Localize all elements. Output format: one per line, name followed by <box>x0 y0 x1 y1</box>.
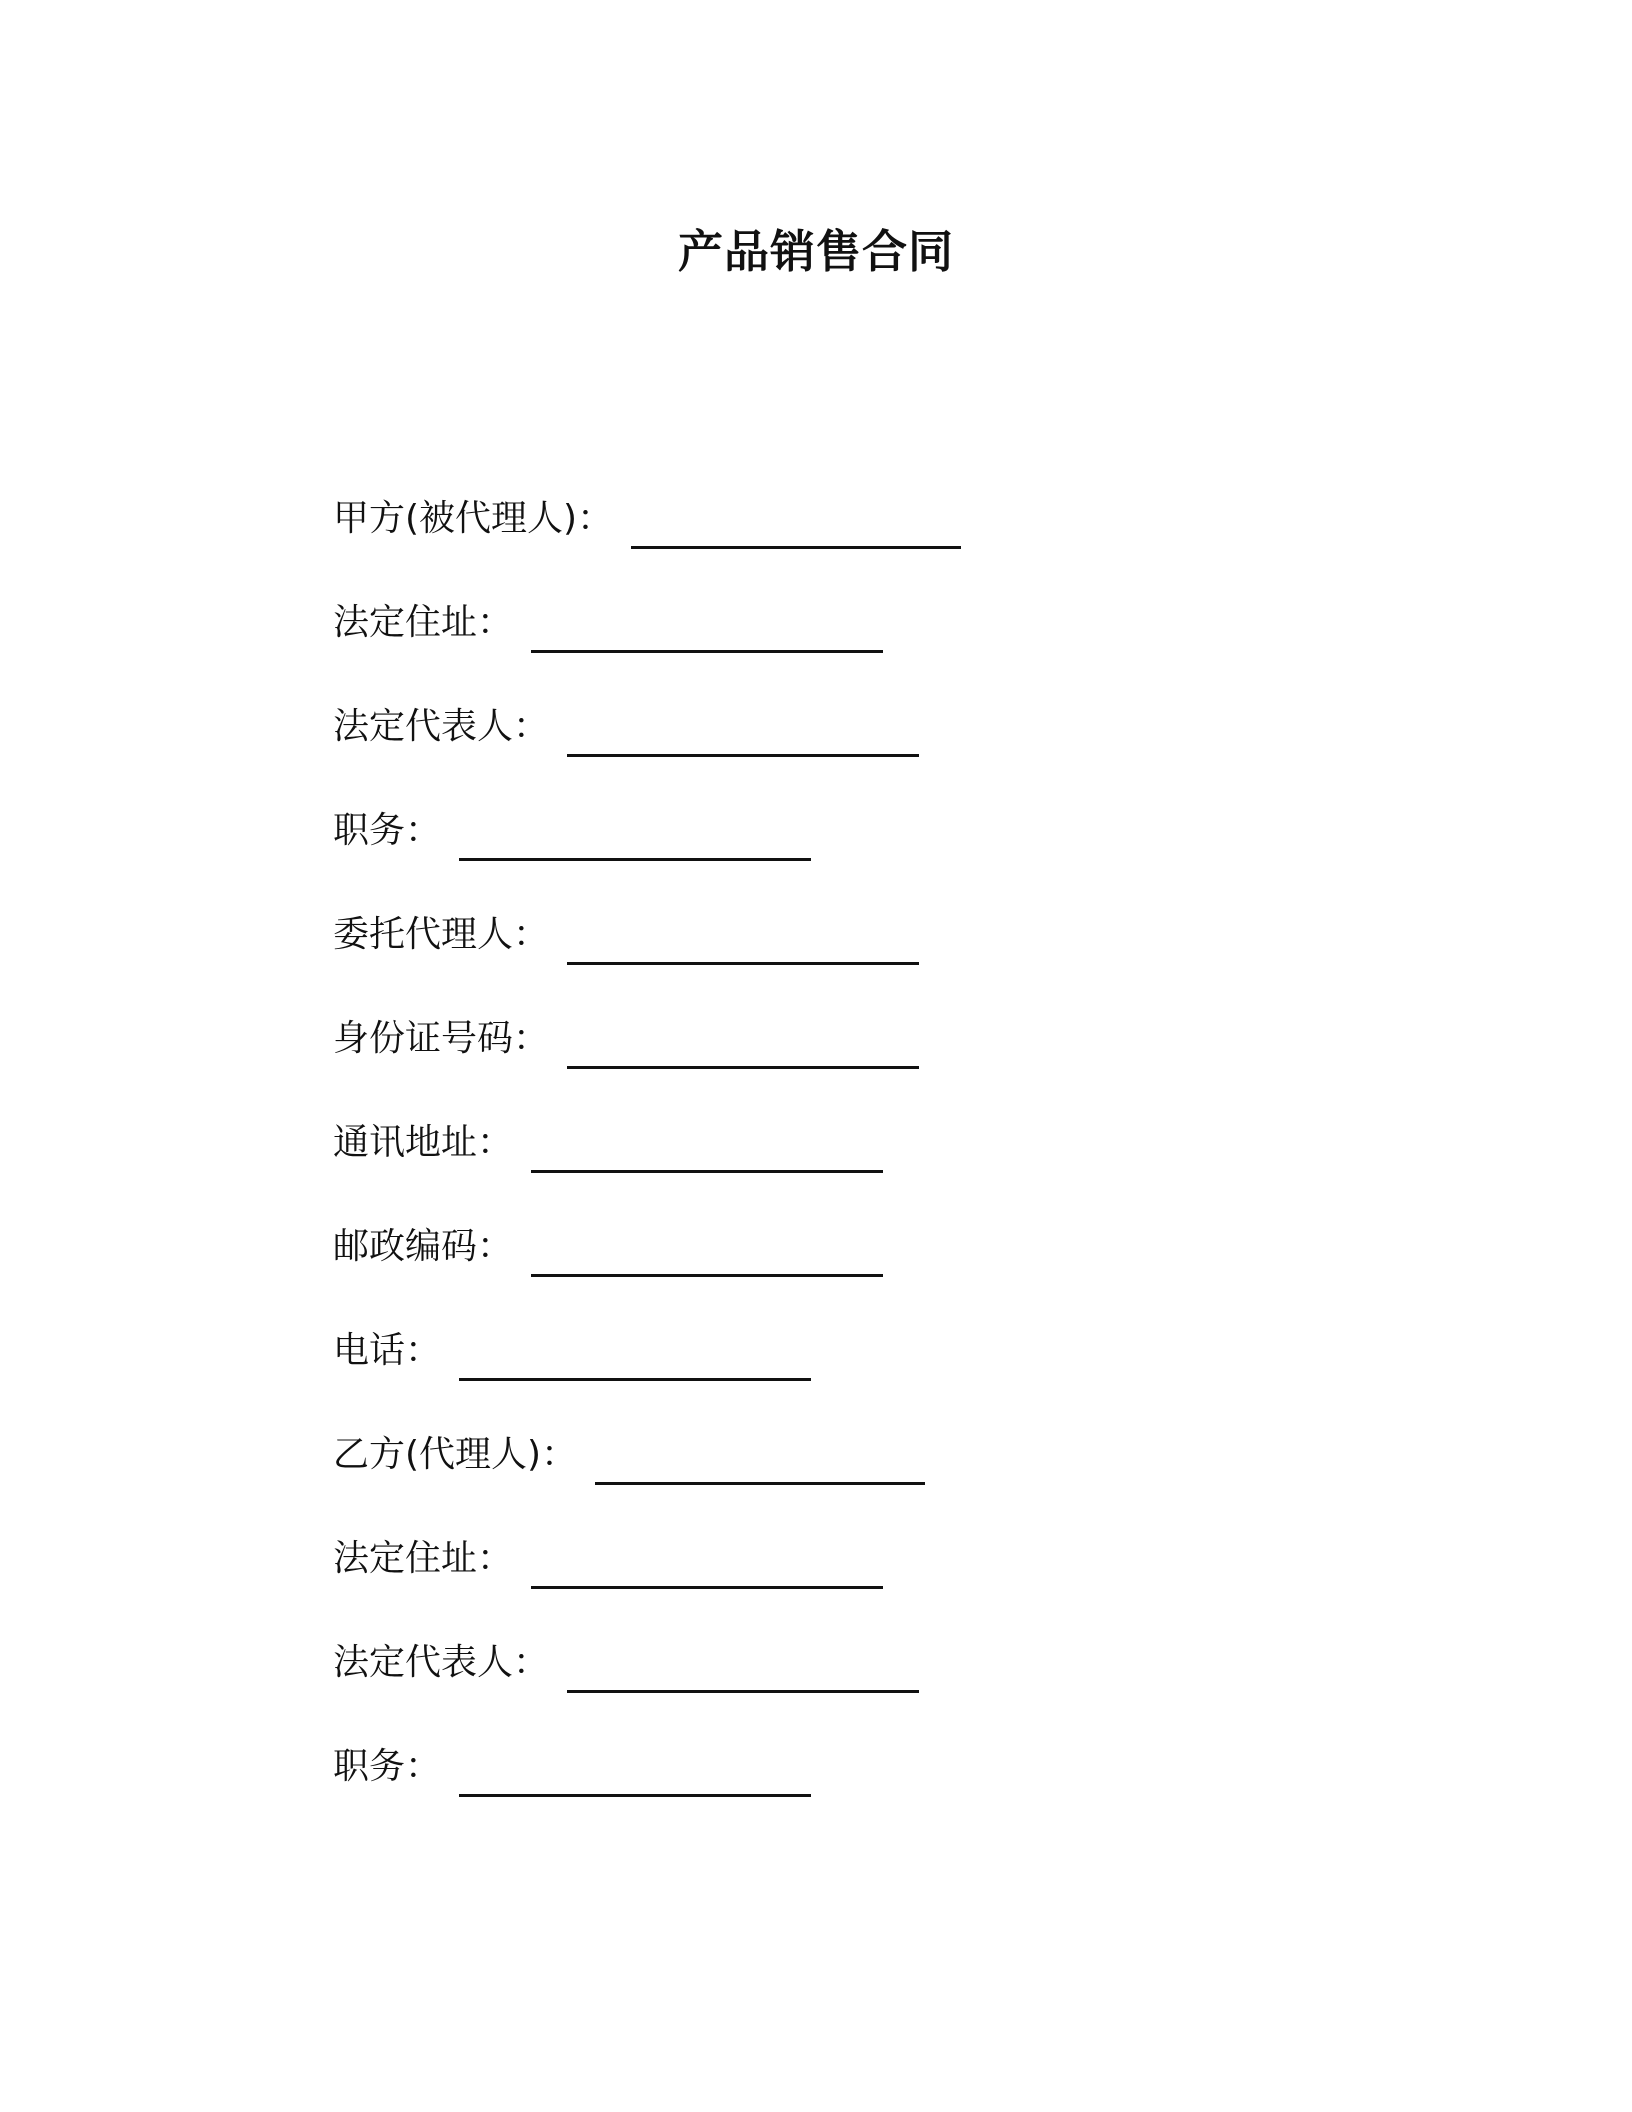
field-label: 邮政编码： <box>333 1226 514 1267</box>
field-label: 职务： <box>333 1746 442 1787</box>
field-label: 甲方(被代理人)： <box>333 498 614 539</box>
fill-in-blank[interactable] <box>567 709 919 757</box>
field-label: 乙方(代理人)： <box>333 1434 578 1475</box>
field-label: 通讯地址： <box>333 1122 514 1163</box>
field-party-a-address <box>333 599 961 703</box>
field-party-b-position <box>333 1743 961 1847</box>
fill-in-blank[interactable] <box>531 605 883 653</box>
fill-in-blank[interactable] <box>459 1333 811 1381</box>
fill-in-blank[interactable] <box>459 1749 811 1797</box>
fill-in-blank[interactable] <box>567 917 919 965</box>
fill-in-blank[interactable] <box>567 1645 919 1693</box>
field-authorized-agent <box>333 911 961 1015</box>
field-label: 法定住址： <box>333 602 514 643</box>
field-label: 法定代表人： <box>333 1642 550 1683</box>
field-label: 职务： <box>333 810 442 851</box>
fill-in-blank[interactable] <box>531 1229 883 1277</box>
field-mailing-address <box>333 1119 961 1223</box>
field-label: 法定代表人： <box>333 706 550 747</box>
field-label: 法定住址： <box>333 1538 514 1579</box>
fill-in-blank[interactable] <box>531 1541 883 1589</box>
field-party-b-address <box>333 1535 961 1639</box>
field-party-a <box>333 495 961 599</box>
fill-in-blank[interactable] <box>631 501 961 549</box>
field-party-a-legal-rep <box>333 703 961 807</box>
field-phone <box>333 1327 961 1431</box>
fill-in-blank[interactable] <box>459 813 811 861</box>
document-title: 产品销售合同 <box>677 225 954 278</box>
fill-in-blank[interactable] <box>567 1021 919 1069</box>
fill-in-blank[interactable] <box>595 1437 925 1485</box>
party-info-list <box>333 495 961 1847</box>
field-postal-code <box>333 1223 961 1327</box>
fill-in-blank[interactable] <box>531 1125 883 1173</box>
field-label: 电话： <box>333 1330 442 1371</box>
field-label: 身份证号码： <box>333 1018 550 1059</box>
field-party-b-legal-rep <box>333 1639 961 1743</box>
field-party-a-position <box>333 807 961 911</box>
field-label: 委托代理人： <box>333 914 550 955</box>
field-id-number <box>333 1015 961 1119</box>
field-party-b <box>333 1431 961 1535</box>
